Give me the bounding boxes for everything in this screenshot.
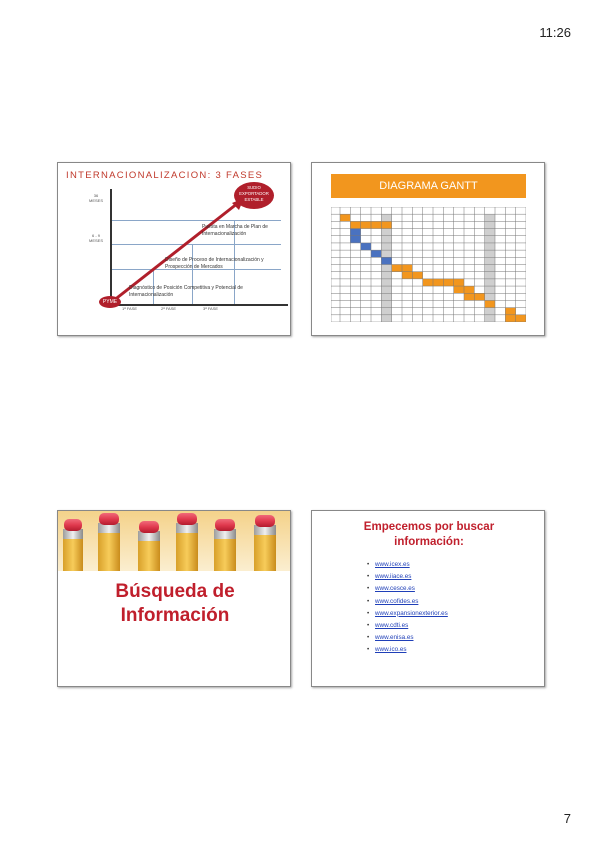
list-item bbox=[367, 596, 448, 608]
x-label-fase-2: 2ª FASE bbox=[161, 306, 177, 311]
gantt-bar bbox=[485, 300, 495, 307]
list-item bbox=[367, 583, 448, 595]
phase-3-text: Puesta en Marcha de Plan de Internacionalización bbox=[202, 224, 268, 237]
gantt-bar bbox=[505, 308, 515, 315]
title-line-1: Búsqueda de bbox=[115, 581, 235, 602]
list-item bbox=[367, 632, 448, 644]
link-ico[interactable]: www.ico.es bbox=[375, 646, 407, 654]
gantt-bar bbox=[371, 250, 381, 257]
link-list bbox=[367, 559, 448, 657]
list-item bbox=[367, 571, 448, 583]
link-cdti[interactable]: www.cdti.es bbox=[375, 621, 409, 629]
gantt-shade bbox=[381, 214, 391, 322]
bullet-icon: • bbox=[367, 609, 370, 617]
bullet-icon: • bbox=[367, 585, 370, 593]
pyme-badge: PYME bbox=[99, 296, 121, 308]
title-line-2: Información bbox=[120, 605, 230, 626]
y-label-6-9-meses: 6 - 9 MESES bbox=[88, 233, 103, 243]
gantt-bar bbox=[381, 257, 391, 264]
gantt-bar bbox=[350, 229, 360, 236]
gantt-header: DIAGRAMA GANTT bbox=[331, 174, 526, 198]
y-label-36-meses: 36 MESES bbox=[88, 193, 103, 203]
gantt-bar bbox=[350, 236, 360, 243]
slide-title bbox=[312, 520, 545, 550]
bullet-icon: • bbox=[367, 597, 370, 605]
pencils-image bbox=[58, 511, 291, 571]
slide-title: INTERNACIONALIZACION: 3 FASES bbox=[66, 170, 264, 181]
slide-buscar-informacion bbox=[311, 510, 545, 687]
bullet-icon: • bbox=[367, 561, 370, 568]
slide-busqueda bbox=[57, 510, 291, 687]
link-enisa[interactable]: www.enisa.es bbox=[375, 634, 414, 642]
x-label-fase-3: 3ª FASE bbox=[203, 306, 219, 311]
slide-title bbox=[58, 580, 291, 628]
gantt-grid bbox=[331, 207, 526, 322]
list-item bbox=[367, 559, 448, 571]
slide-gantt bbox=[311, 162, 545, 336]
clock-time: 11:26 bbox=[539, 25, 571, 40]
bullet-icon: • bbox=[367, 621, 370, 629]
link-iiace[interactable]: www.iiace.es bbox=[375, 573, 412, 581]
link-cofides[interactable]: www.cofides.es bbox=[375, 597, 419, 605]
list-item bbox=[367, 620, 448, 632]
link-icex[interactable]: www.icex.es bbox=[375, 561, 410, 568]
title-line-1: Empecemos por buscar bbox=[363, 521, 495, 533]
phase-2-text: Diseño de Proceso de Internacionalización y Prospección de Mercados bbox=[165, 257, 264, 270]
gantt-bar bbox=[340, 214, 350, 221]
title-line-2: información: bbox=[394, 536, 464, 548]
page-number: 7 bbox=[563, 811, 571, 826]
list-item bbox=[367, 644, 448, 656]
bullet-icon: • bbox=[367, 573, 370, 581]
list-item bbox=[367, 608, 448, 620]
bullet-icon: • bbox=[367, 634, 370, 642]
phase-1-text: Diagnóstico de Posición Competitiva y Potencial de Internacionalización bbox=[129, 285, 243, 298]
link-expansionexterior[interactable]: www.expansionexterior.es bbox=[375, 609, 448, 617]
slide-internacionalizacion bbox=[57, 162, 291, 336]
exporter-badge: SUDIO EXPORTADOR ESTABLE bbox=[234, 182, 274, 209]
x-label-fase-1: 1ª FASE bbox=[122, 306, 138, 311]
gantt-bar bbox=[361, 243, 371, 250]
link-cesce[interactable]: www.cesce.es bbox=[375, 585, 415, 593]
bullet-icon: • bbox=[367, 646, 370, 654]
